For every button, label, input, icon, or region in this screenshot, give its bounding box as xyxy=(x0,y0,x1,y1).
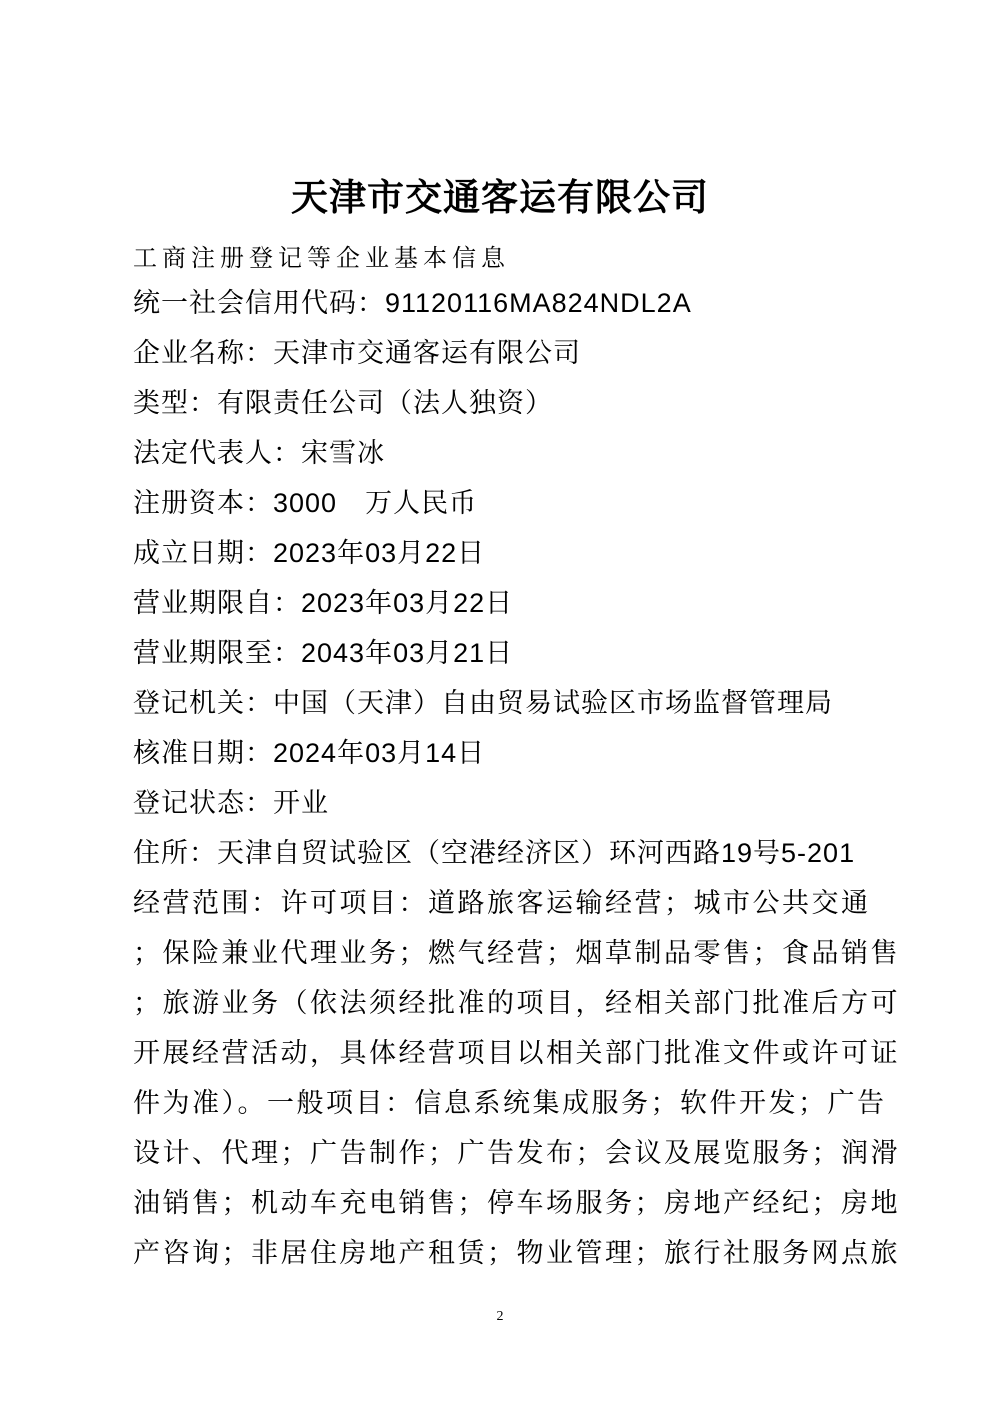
field-registration-authority xyxy=(133,678,885,728)
field-approval-date xyxy=(133,728,885,778)
field-label: 核准日期： xyxy=(133,738,273,768)
field-value: 2023年03月22日 xyxy=(273,538,486,568)
business-scope-line: 开展经营活动，具体经营项目以相关部门批准文件或许可证 xyxy=(133,1038,900,1068)
field-term-end xyxy=(133,628,885,678)
field-legal-representative xyxy=(133,428,885,478)
field-label: 营业期限至： xyxy=(133,638,301,668)
field-value: 开业 xyxy=(273,788,329,818)
field-label: 登记机关： xyxy=(133,688,273,718)
business-scope-line: ；旅游业务（依法须经批准的项目，经相关部门批准后方可 xyxy=(133,988,900,1018)
field-company-type xyxy=(133,378,885,428)
registration-info xyxy=(133,278,900,1278)
business-scope-line: 产咨询；非居住房地产租赁；物业管理；旅行社服务网点旅 xyxy=(133,1238,900,1268)
page-number: 2 xyxy=(496,1309,504,1324)
company-title: 天津市交通客运有限公司 xyxy=(291,177,709,218)
field-label: 统一社会信用代码： xyxy=(133,288,385,318)
field-value: 2024年03月14日 xyxy=(273,738,486,768)
field-credit-code xyxy=(133,278,885,328)
business-scope-line: 油销售；机动车充电销售；停车场服务；房地产经纪；房地 xyxy=(133,1188,900,1218)
business-scope-line: 经营范围：许可项目：道路旅客运输经营；城市公共交通 xyxy=(133,888,871,918)
field-value: 宋雪冰 xyxy=(301,438,385,468)
field-value: 3000 万人民币 xyxy=(273,488,478,518)
field-address xyxy=(133,828,885,878)
field-label: 类型： xyxy=(133,388,217,418)
field-value: 天津市交通客运有限公司 xyxy=(273,338,581,368)
field-establishment-date xyxy=(133,528,885,578)
business-scope-line: ；保险兼业代理业务；燃气经营；烟草制品零售；食品销售 xyxy=(133,938,900,968)
field-company-name xyxy=(133,328,885,378)
field-registration-status xyxy=(133,778,885,828)
field-label: 住所： xyxy=(133,838,217,868)
field-registered-capital xyxy=(133,478,885,528)
business-scope-line: 件为准）。一般项目：信息系统集成服务；软件开发；广告 xyxy=(133,1088,887,1118)
section-heading: 工商注册登记等企业基本信息 xyxy=(133,245,510,272)
business-scope-line: 设计、代理；广告制作；广告发布；会议及展览服务；润滑 xyxy=(133,1138,900,1168)
field-label: 注册资本： xyxy=(133,488,273,518)
field-term-start xyxy=(133,578,885,628)
field-value: 2023年03月22日 xyxy=(301,588,514,618)
field-value: 91120116MA824NDL2A xyxy=(385,288,692,318)
field-label: 法定代表人： xyxy=(133,438,301,468)
field-value: 中国（天津）自由贸易试验区市场监督管理局 xyxy=(273,688,833,718)
field-label: 成立日期： xyxy=(133,538,273,568)
field-label: 企业名称： xyxy=(133,338,273,368)
field-value: 有限责任公司（法人独资） xyxy=(217,388,553,418)
field-label: 登记状态： xyxy=(133,788,273,818)
field-label: 营业期限自： xyxy=(133,588,301,618)
field-value: 天津自贸试验区（空港经济区）环河西路19号5-201 xyxy=(217,838,856,868)
field-value: 2043年03月21日 xyxy=(301,638,514,668)
